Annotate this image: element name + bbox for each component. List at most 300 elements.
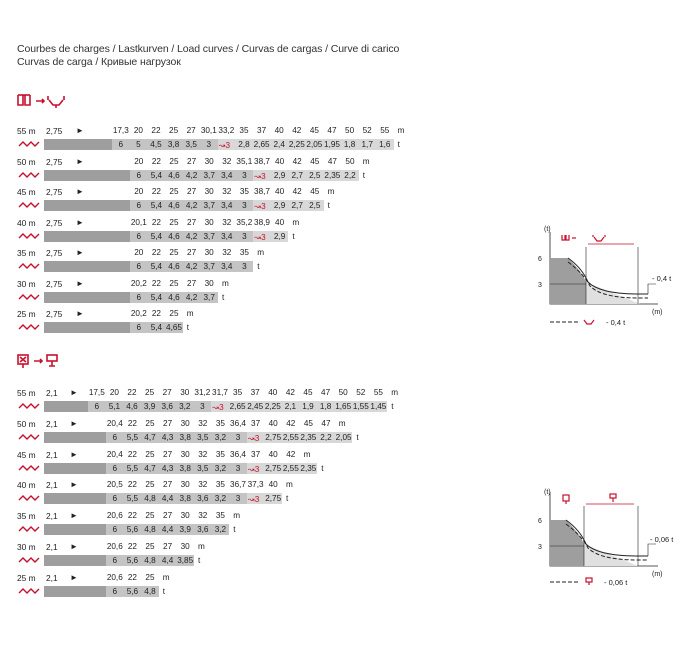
counter-jib-mark-icon (18, 526, 40, 532)
min-radius-label: 2,1 (46, 480, 58, 491)
radius-value: 20 (134, 156, 144, 166)
load-value: 5,5 (126, 432, 139, 442)
load-value: 3 (242, 170, 247, 180)
radius-value: 31,2 (194, 388, 211, 397)
radius-value: 45 (303, 418, 313, 428)
load-value: 5,4 (150, 262, 163, 271)
radius-value: 25 (145, 572, 155, 582)
load-bar-base (44, 493, 106, 504)
radius-value: 27 (186, 126, 196, 135)
load-value: 3,2 (179, 402, 191, 411)
load-value: 4,4 (161, 525, 174, 535)
load-value: 3 (242, 262, 247, 271)
radius-value: 42 (286, 418, 296, 428)
load-value: 5,4 (150, 231, 163, 241)
arrow-marker: ► (70, 388, 78, 397)
radius-value: 20,6 (106, 542, 123, 551)
boom-length-label: 55 m (17, 126, 36, 136)
min-radius-label: 2,75 (46, 248, 63, 258)
load-value: 2,35 (300, 463, 317, 473)
radius-value: 30 (180, 418, 190, 428)
arrow-marker: ► (76, 278, 84, 288)
radius-value: 30 (180, 511, 190, 521)
load-value: 3,2 (214, 525, 227, 535)
unit-meter: m (222, 278, 229, 288)
load-value: 5,1 (108, 402, 121, 411)
radius-value: 20,2 (130, 309, 147, 318)
chart-tick-3: 3 (538, 282, 542, 289)
radius-value: 22 (127, 449, 137, 459)
radius-value: 32 (222, 217, 232, 227)
radius-value: 22 (151, 156, 161, 166)
arrow-marker: ► (76, 309, 84, 318)
load-value: 2,2 (344, 170, 356, 180)
chart-side-label: - 0,4 t (652, 274, 672, 283)
svg-text:6: 6 (538, 518, 542, 525)
min-radius-label: 2,1 (46, 511, 58, 522)
load-value: 4,7 (144, 463, 156, 473)
radius-value: 35 (239, 248, 249, 257)
load-switch-value: ↝3 (254, 232, 266, 242)
load-value: 6 (136, 292, 142, 302)
boom-length-label: 25 m (17, 309, 36, 319)
radius-value: 47 (327, 126, 337, 135)
load-value: 4,2 (185, 262, 198, 271)
radius-value: 40 (268, 449, 278, 459)
load-value: 5,6 (126, 556, 139, 565)
boom-length-label: 50 m (17, 418, 36, 429)
load-value: 3,9 (143, 402, 156, 411)
radius-value: 40 (268, 388, 278, 397)
load-value: 3,4 (221, 170, 233, 180)
radius-value: 27 (163, 511, 173, 521)
radius-value: 30 (180, 388, 190, 397)
load-value: 3,2 (214, 494, 227, 504)
load-value: 6 (136, 262, 142, 271)
load-value: 2,35 (300, 432, 317, 442)
load-value: 3,4 (221, 201, 233, 210)
radius-value: 30 (204, 187, 214, 196)
chart-y-unit: (t) (544, 226, 551, 233)
load-switch-value: ↝3 (254, 171, 266, 181)
unit-tonne: t (321, 463, 324, 473)
radius-value: 40 (274, 126, 284, 135)
radius-value: 27 (162, 388, 172, 397)
load-bar-base (44, 170, 130, 181)
load-value: 4,2 (185, 292, 198, 302)
load-value: 4,8 (144, 494, 156, 504)
boom-length-label: 30 m (17, 542, 36, 552)
load-value: 3,4 (221, 262, 233, 271)
radius-value: 37 (251, 418, 261, 428)
min-radius-label: 2,75 (46, 126, 63, 136)
counter-jib-mark-icon (18, 263, 40, 269)
radius-value: 42 (285, 388, 295, 397)
radius-value: 20,4 (106, 449, 123, 459)
load-value: 6 (112, 463, 118, 473)
unit-meter: m (362, 156, 370, 166)
unit-tonne: t (292, 231, 295, 241)
radius-value: 27 (187, 187, 197, 196)
load-value: 4,6 (168, 201, 180, 210)
radius-value: 32 (198, 418, 208, 428)
load-value: 2,05 (306, 140, 323, 149)
radius-value: 22 (127, 572, 137, 582)
load-value: 3,5 (197, 463, 209, 473)
trolley-configuration-icon (16, 92, 74, 110)
load-value: 4,5 (150, 140, 162, 149)
load-value: 3,7 (203, 292, 215, 302)
radius-value: 25 (169, 248, 179, 257)
load-value: 2,75 (265, 463, 282, 473)
chart-legend: - 0,4 t (606, 318, 626, 327)
radius-value: 20,6 (106, 572, 123, 582)
radius-value: 27 (187, 156, 197, 166)
min-radius-label: 2,75 (46, 278, 63, 289)
load-value: 4,3 (161, 463, 174, 473)
radius-value: 50 (338, 388, 348, 397)
radius-value: 22 (127, 418, 137, 428)
radius-value: 20,5 (106, 480, 123, 490)
svg-text:- 0,06 t: - 0,06 t (650, 535, 674, 544)
radius-value: 50 (345, 156, 355, 166)
load-value: 1,9 (302, 402, 314, 411)
radius-value: 30 (180, 480, 190, 490)
load-value: 6 (112, 432, 118, 442)
radius-value: 20,1 (130, 217, 147, 227)
load-value: 2,7 (291, 201, 303, 210)
radius-value: 47 (321, 388, 331, 397)
arrow-marker: ► (70, 572, 78, 582)
svg-text:3: 3 (538, 544, 542, 551)
radius-value: 20 (109, 388, 119, 397)
radius-value: 22 (151, 309, 161, 318)
load-value: 3,7 (203, 201, 215, 210)
unit-tonne: t (391, 402, 394, 411)
load-value: 2,7 (291, 170, 303, 180)
radius-value: 38,7 (254, 187, 270, 196)
min-radius-label: 2,75 (46, 217, 63, 228)
radius-value: 20 (133, 126, 143, 135)
load-value: 1,8 (319, 402, 332, 411)
radius-value: 22 (127, 388, 137, 397)
boom-length-label: 30 m (17, 278, 36, 289)
radius-value: 32 (222, 248, 232, 257)
radius-value: 35,1 (236, 156, 253, 166)
load-value: 5 (136, 140, 141, 149)
boom-length-label: 50 m (17, 156, 36, 167)
radius-value: 27 (163, 480, 173, 490)
load-value: 4,65 (166, 323, 182, 332)
load-value: 6 (112, 494, 118, 504)
unit-meter: m (286, 480, 293, 490)
radius-value: 31,7 (212, 388, 228, 397)
arrow-marker: ► (70, 449, 78, 459)
arrow-marker: ► (70, 480, 78, 490)
load-value: 2,55 (282, 432, 299, 442)
load-bar-base (44, 432, 106, 443)
unit-meter: m (338, 418, 346, 428)
load-value: 2,9 (273, 201, 286, 210)
radius-value: 30 (180, 449, 190, 459)
load-value: 3,9 (179, 525, 191, 535)
radius-value: 35 (215, 480, 225, 490)
radius-value: 22 (151, 248, 161, 257)
counter-jib-mark-icon (18, 495, 40, 501)
radius-value: 35,2 (236, 217, 253, 227)
radius-value: 52 (362, 126, 372, 135)
boom-length-label: 25 m (17, 572, 36, 583)
boom-length-label: 40 m (17, 480, 36, 491)
load-value: 2,65 (229, 402, 246, 411)
load-value: 5,5 (126, 463, 139, 473)
arrow-marker: ► (70, 511, 78, 521)
unit-meter: m (391, 388, 399, 397)
load-bar-base (44, 401, 88, 412)
radius-value: 27 (187, 217, 197, 227)
radius-value: 20 (134, 248, 144, 257)
radius-value: 30 (204, 156, 214, 166)
counter-jib-mark-icon (18, 557, 40, 563)
load-value: 5,6 (126, 525, 139, 535)
radius-value: 27 (163, 449, 173, 459)
load-bar-base (44, 524, 106, 535)
load-switch-value: ↝3 (247, 433, 260, 443)
load-switch-value: ↝3 (254, 202, 266, 211)
load-value: 2,55 (282, 463, 299, 473)
load-value: 3,7 (203, 231, 215, 241)
unit-meter: m (303, 449, 311, 459)
counter-jib-mark-icon (18, 324, 40, 330)
radius-value: 25 (169, 309, 179, 318)
radius-value: 40 (268, 480, 278, 490)
radius-value: 27 (163, 542, 173, 551)
load-switch-value: ↝3 (247, 464, 260, 474)
counter-jib-mark-icon (18, 233, 40, 239)
load-value: 4,4 (161, 494, 174, 504)
radius-value: 45 (309, 126, 319, 135)
load-value: 2,25 (288, 140, 305, 149)
load-value: 3,6 (197, 525, 209, 535)
min-radius-label: 2,1 (46, 388, 58, 398)
arrow-marker: ► (76, 248, 84, 257)
load-value: 5,5 (126, 494, 139, 504)
load-value: 4,3 (161, 432, 174, 442)
load-curve-diagram-trolley (530, 222, 690, 332)
load-value: 3,8 (179, 463, 191, 473)
load-value: 5,4 (150, 201, 163, 210)
load-value: 4,8 (144, 556, 156, 565)
load-value: 4,6 (168, 170, 180, 180)
radius-value: 25 (145, 480, 155, 490)
radius-value: 35 (215, 418, 225, 428)
load-value: 6 (118, 140, 124, 149)
unit-meter: m (292, 217, 300, 227)
load-value: 4,8 (144, 586, 156, 596)
radius-value: 22 (127, 480, 137, 490)
load-value: 4,7 (144, 432, 156, 442)
load-value: 3,8 (167, 140, 180, 149)
radius-value: 20,4 (106, 418, 123, 428)
radius-value: 25 (145, 511, 155, 521)
radius-value: 32 (222, 187, 232, 196)
load-value: 5,6 (126, 586, 139, 596)
radius-value: 33,2 (218, 126, 235, 135)
boom-length-label: 45 m (17, 187, 36, 197)
load-value: 3,2 (214, 463, 227, 473)
chart-tick-6: 6 (538, 256, 542, 263)
load-value: 4,6 (168, 231, 180, 241)
load-value: 3,4 (221, 231, 233, 241)
load-value: 2,75 (265, 494, 282, 504)
radius-value: 17,3 (112, 126, 129, 135)
radius-value: 25 (145, 542, 155, 551)
load-value: 3,7 (203, 262, 215, 271)
radius-value: 20 (134, 187, 144, 196)
radius-value: 35 (215, 449, 225, 459)
load-value: 1,8 (343, 140, 356, 149)
load-bar-base (44, 139, 112, 150)
load-value: 1,65 (335, 402, 352, 411)
radius-value: 32 (198, 511, 208, 521)
radius-value: 55 (373, 388, 383, 397)
arrow-marker: ► (76, 126, 84, 135)
load-bar-base (44, 292, 130, 303)
radius-value: 42 (286, 449, 296, 459)
radius-value: 35 (215, 511, 225, 521)
load-value: 3,7 (203, 170, 215, 180)
radius-value: 45 (310, 187, 320, 196)
unit-tonne: t (198, 556, 201, 565)
unit-meter: m (186, 309, 194, 318)
load-value: 6 (136, 231, 142, 241)
arrow-marker: ► (76, 217, 84, 227)
radius-value: 27 (187, 248, 197, 257)
load-value: 2,05 (335, 432, 352, 442)
radius-value: 25 (145, 418, 155, 428)
radius-value: 30 (204, 278, 214, 288)
radius-value: 47 (321, 418, 331, 428)
load-value: 1,55 (352, 402, 369, 411)
arrow-marker: ► (70, 418, 78, 428)
radius-value: 22 (127, 542, 137, 551)
unit-tonne: t (162, 586, 166, 596)
radius-value: 40 (268, 418, 278, 428)
counter-jib-mark-icon (18, 588, 40, 594)
load-value: 5,4 (150, 170, 163, 180)
unit-tonne: t (286, 494, 289, 504)
radius-value: 25 (169, 187, 179, 196)
radius-value: 36,4 (230, 418, 246, 428)
load-value: 3,8 (179, 494, 191, 504)
svg-text:(t): (t) (544, 489, 551, 496)
load-value: 1,95 (324, 140, 340, 149)
unit-meter: m (162, 572, 170, 582)
radius-value: 22 (151, 278, 161, 288)
load-value: 6 (136, 323, 142, 332)
load-value: 2,4 (273, 140, 285, 149)
arrow-marker: ► (70, 542, 78, 551)
load-value: 3,85 (177, 556, 194, 565)
load-value: 2,5 (309, 201, 321, 210)
load-curve-diagram-hook (530, 486, 690, 596)
load-value: 4,2 (185, 170, 198, 180)
load-value: 2,65 (253, 140, 270, 149)
radius-value: 52 (356, 388, 366, 397)
load-bar-base (44, 231, 130, 242)
radius-value: 32 (198, 480, 208, 490)
radius-value: 36,4 (230, 449, 246, 459)
radius-value: 37,3 (247, 480, 264, 490)
min-radius-label: 2,75 (46, 187, 63, 197)
svg-text:- 0,06 t: - 0,06 t (604, 578, 628, 587)
radius-value: 50 (345, 126, 355, 135)
load-value: 3,5 (185, 140, 197, 149)
min-radius-label: 2,1 (46, 542, 58, 552)
load-bar-base (44, 261, 130, 272)
radius-value: 25 (145, 388, 155, 397)
load-value: 3 (206, 140, 212, 149)
counter-jib-mark-icon (18, 202, 40, 208)
radius-value: 30 (204, 248, 214, 257)
radius-value: 40 (275, 156, 285, 166)
load-value: 3 (235, 432, 241, 442)
radius-value: 17,5 (88, 388, 105, 397)
radius-value: 37 (251, 449, 261, 459)
radius-value: 40 (275, 187, 285, 196)
load-bar-base (44, 322, 130, 333)
radius-value: 25 (169, 217, 179, 227)
radius-value: 35 (233, 388, 243, 397)
radius-value: 32 (198, 449, 208, 459)
radius-value: 20,2 (130, 278, 147, 288)
arrow-marker: ► (76, 156, 84, 166)
counter-jib-mark-icon (18, 172, 40, 178)
load-value: 3 (242, 231, 247, 241)
counter-jib-mark-icon (18, 141, 40, 147)
counter-jib-mark-icon (18, 434, 40, 440)
load-value: 6 (112, 556, 118, 565)
curve-shaded-area (550, 258, 586, 304)
radius-value: 42 (292, 126, 302, 135)
unit-tonne: t (327, 201, 330, 210)
load-value: 1,45 (370, 402, 387, 411)
radius-value: 36,7 (230, 480, 246, 490)
load-value: 6 (112, 525, 118, 535)
radius-value: 30 (204, 217, 214, 227)
radius-value: 25 (169, 156, 179, 166)
load-value: 2,9 (273, 231, 286, 241)
radius-value: 27 (163, 418, 173, 428)
load-bar-base (44, 463, 106, 474)
load-value: 2,35 (324, 170, 341, 180)
svg-text:(m): (m) (652, 571, 663, 578)
load-value: 3 (235, 494, 241, 504)
min-radius-label: 2,1 (46, 418, 58, 429)
radius-value: 30 (180, 542, 190, 551)
load-value: 3,2 (214, 432, 227, 442)
unit-tonne: t (397, 140, 400, 149)
unit-tonne: t (233, 525, 236, 535)
unit-tonne: t (356, 432, 359, 442)
min-radius-label: 2,75 (46, 156, 63, 167)
load-switch-value: ↝3 (247, 495, 260, 505)
unit-tonne: t (186, 323, 190, 332)
counter-jib-mark-icon (18, 294, 40, 300)
min-radius-label: 2,1 (46, 572, 58, 583)
radius-value: 25 (169, 278, 179, 288)
load-value: 4,6 (126, 402, 138, 411)
